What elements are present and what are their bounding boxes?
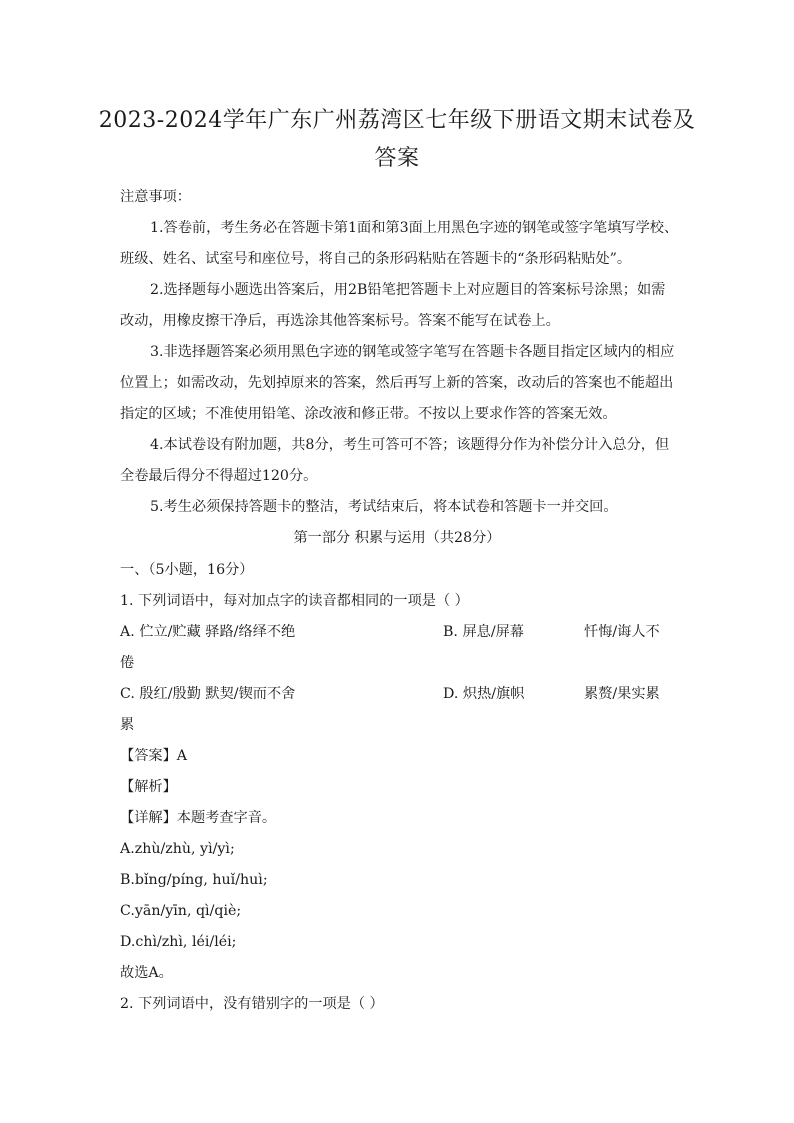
- notice-line: 4.本试卷设有附加题，共8分，考生可答可不答；该题得分作为补偿分计入总分，但: [150, 437, 670, 453]
- notice-line: 2.选择题每小题选出答案后，用2B铅笔把答题卡上对应题目的答案标号涂黑；如需: [150, 282, 666, 298]
- notice-line: 指定的区域；不准使用铅笔、涂改液和修正带。不按以上要求作答的答案无效。: [120, 406, 617, 422]
- notice-heading: 注意事项：: [120, 189, 191, 205]
- notice-line: 全卷最后得分不得超过120分。: [120, 468, 318, 484]
- question-1-option-d-wrap: 累: [120, 717, 135, 733]
- answer-label: 【答案】A: [120, 748, 187, 764]
- question-1-option-b-wrap: 倦: [120, 655, 135, 671]
- notice-line: 班级、姓名、试室号和座位号，将自己的条形码粘贴在答题卡的“条形码粘贴处”。: [120, 251, 632, 267]
- notice-line: 1.答卷前，考生务必在答题卡第1面和第3面上用黑色字迹的钢笔或签字笔填写学校、: [150, 220, 679, 236]
- notice-line: 3.非选择题答案必须用黑色字迹的钢笔或签字笔写在答题卡各题目指定区域内的相应: [150, 344, 675, 360]
- question-2-stem: 2. 下列词语中，没有错别字的一项是（ ）: [120, 996, 384, 1012]
- question-1-option-a: A. 伫立/贮藏 驿路/络绎不绝: [120, 624, 296, 640]
- document-title-line-2: 答案: [374, 146, 420, 171]
- question-1-option-c: C. 殷红/殷勤 默契/锲而不舍: [120, 686, 296, 702]
- pinyin-c: C.yān/yīn, qì/qiè;: [120, 903, 242, 919]
- detail-label: 【详解】本题考查字音。: [120, 810, 277, 826]
- part-heading: 第一部分 积累与运用（共28分）: [293, 530, 501, 546]
- notice-line: 改动，用橡皮擦干净后，再选涂其他答案标号。答案不能写在试卷上。: [120, 313, 560, 329]
- section-heading: 一、（5小题，16分）: [120, 562, 254, 578]
- analysis-label: 【解析】: [120, 779, 177, 795]
- pinyin-d: D.chì/zhì, léi/léi;: [120, 934, 237, 950]
- notice-line: 5.考生必须保持答题卡的整洁，考试结束后，将本试卷和答题卡一并交回。: [150, 499, 618, 515]
- pinyin-a: A.zhù/zhù, yì/yì;: [120, 841, 235, 857]
- question-1-option-b-tail: 忏悔/诲人不: [584, 624, 660, 640]
- question-1-option-d: D. 炽热/旗帜: [443, 686, 525, 702]
- question-1-option-d-tail: 累赘/果实累: [584, 686, 660, 702]
- question-1-stem: 1. 下列词语中，每对加点字的读音都相同的一项是（ ）: [120, 593, 469, 609]
- question-1-option-b: B. 屏息/屏幕: [443, 624, 524, 640]
- conclusion: 故选A。: [120, 965, 173, 981]
- notice-line: 位置上；如需改动，先划掉原来的答案，然后再写上新的答案，改动后的答案也不能超出: [120, 375, 674, 391]
- document-title-line-1: 2023-2024学年广东广州荔湾区七年级下册语文期末试卷及: [98, 108, 696, 133]
- pinyin-b: B.bǐng/píng, huǐ/huì;: [120, 872, 268, 888]
